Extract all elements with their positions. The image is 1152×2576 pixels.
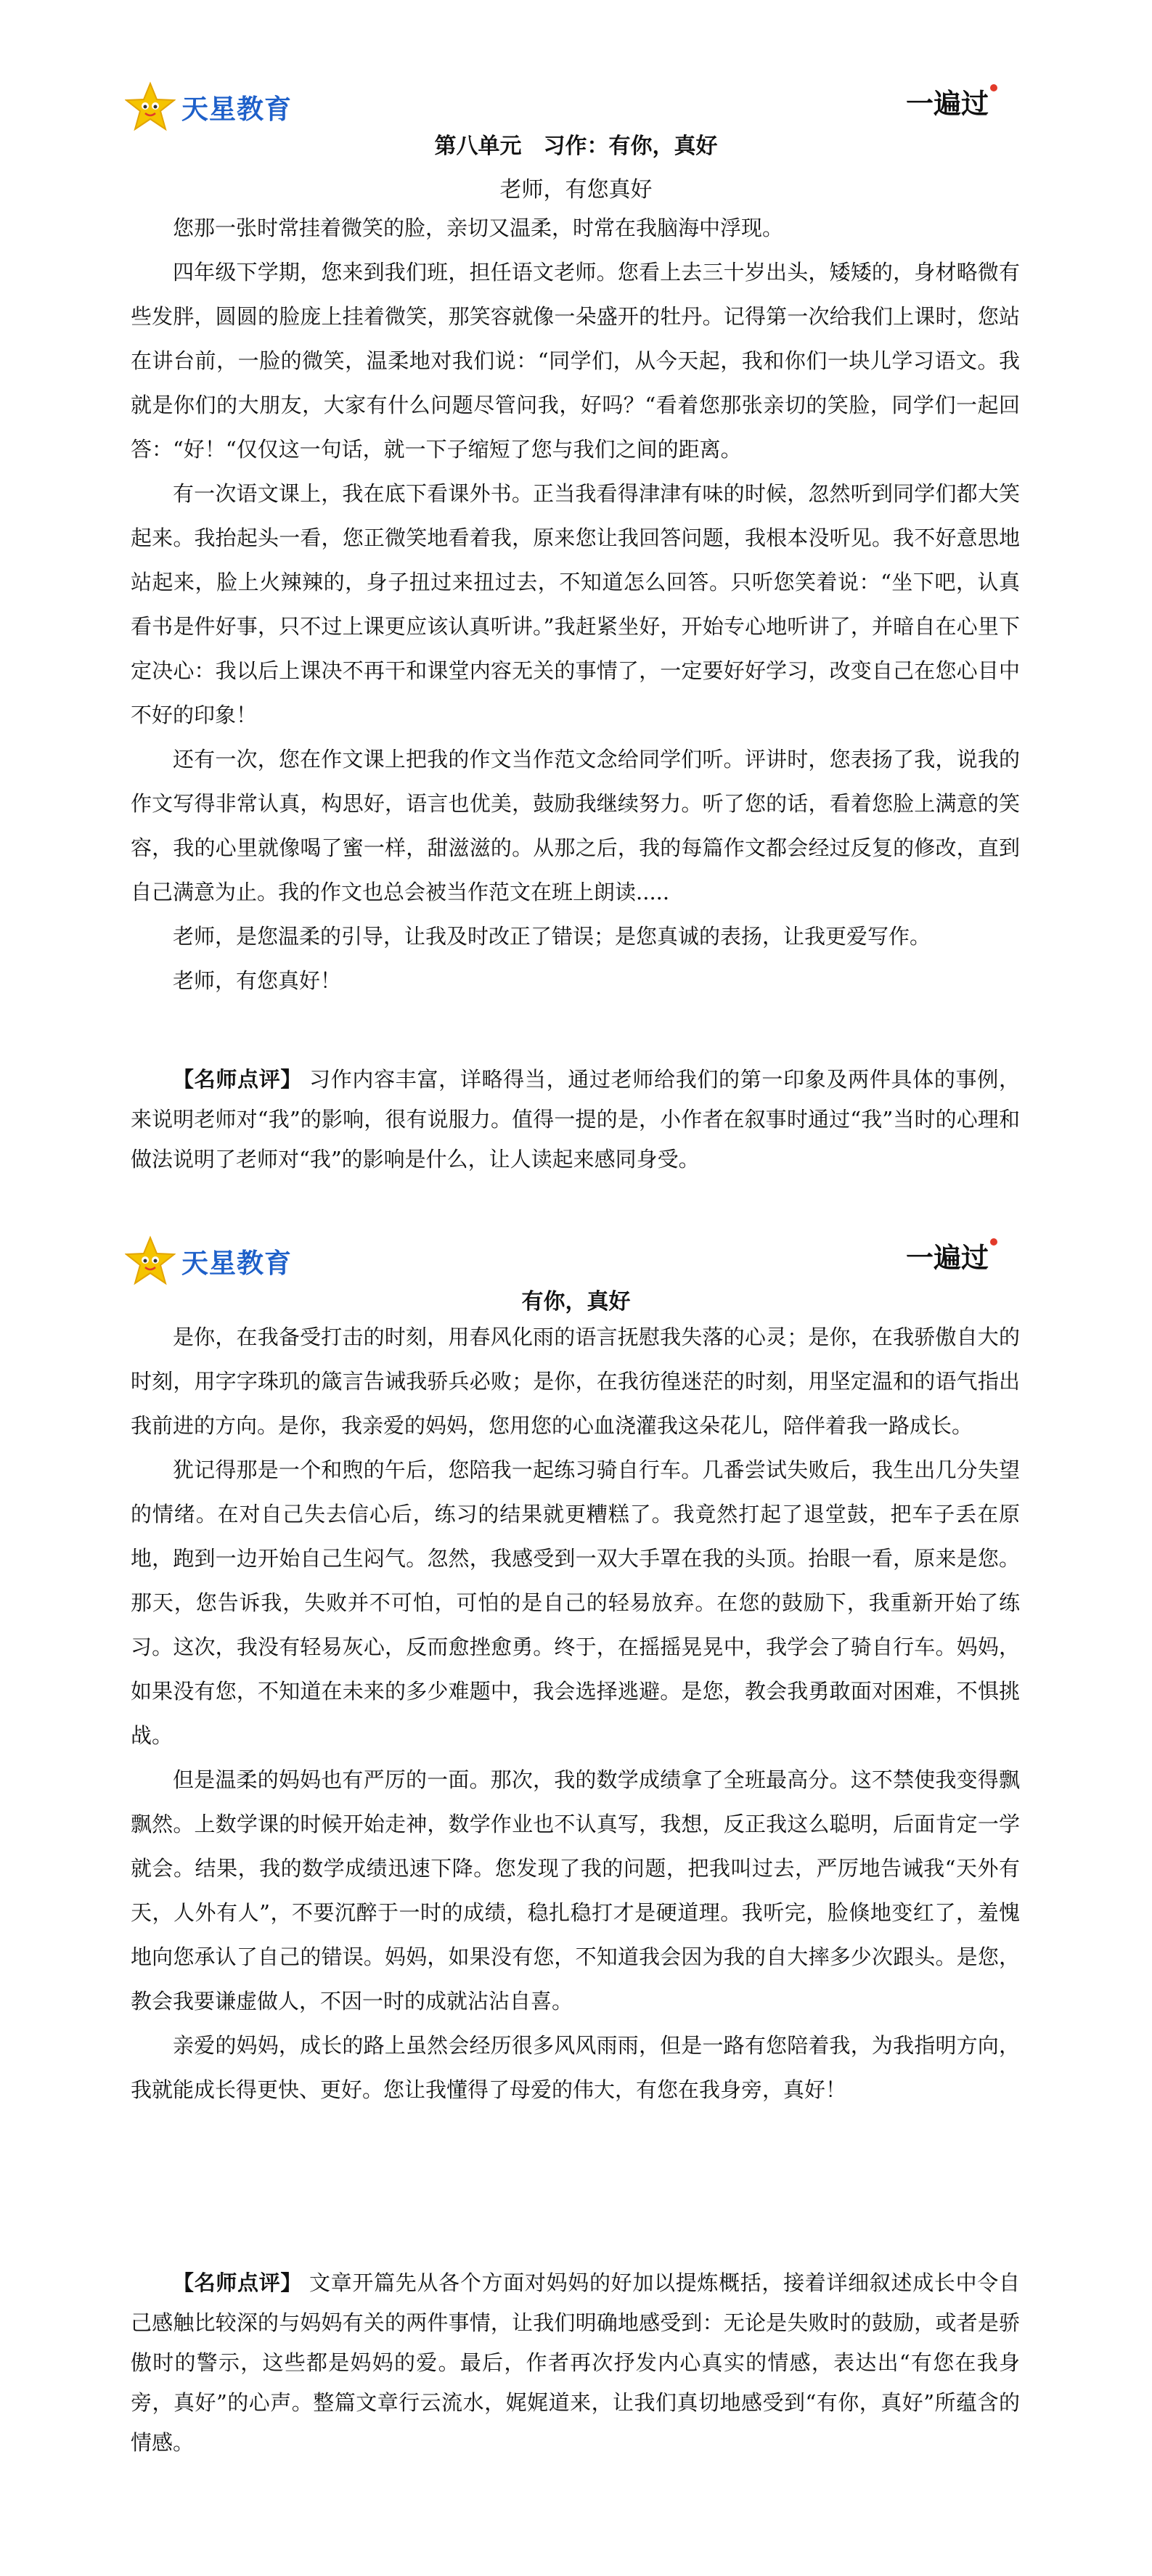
- star-mascot-icon: [125, 1235, 176, 1286]
- essay-paragraph: 老师，有您真好！: [173, 968, 342, 993]
- comment-text: 文章开篇先从各个方面对妈妈的好加以提炼概括，接着详细叙述成长中令自己感触比较深的与妈妈有关的两件事情，让我们明确地感受到：无论是失败时的鼓励，或者是骄傲时的警示，这些都是妈妈的爱。最后，作者再次抒发内心真实的情感，表达出“有您在我身旁，真好”的心声。整篇文章行云流水，娓娓道来，让我们真切地感受到“有你，真好”所蕴含的情感。: [131, 2270, 1020, 2455]
- teacher-comment: [131, 1060, 1020, 1179]
- essay-paragraph: 您那一张时常挂着微笑的脸，亲切又温柔，时常在我脑海中浮现。: [173, 216, 784, 240]
- brand-logo: [125, 1235, 292, 1286]
- brand-right-text: 一遍过: [905, 1242, 989, 1274]
- essay-paragraph: 四年级下学期，您来到我们班，担任语文老师。您看上去三十岁出头，矮矮的，身材略微有些发胖，圆圆的脸庞上挂着微笑，那笑容就像一朵盛开的牡丹。记得第一次给我们上课时，您站在讲台前，一脸的微笑，温柔地对我们说：“同学们，从今天起，我和你们一块儿学习语文。我就是你们的大朋友，大家有什么问题尽管问我，好吗？“看着您那张亲切的笑脸，同学们一起回答：“好！“仅仅这一句话，就一下子缩短了您与我们之间的距离。: [131, 260, 1020, 462]
- brand-name: 天星教育: [181, 1248, 292, 1279]
- brand-right-logo: [906, 81, 989, 121]
- essay-body: [131, 1315, 1020, 2112]
- red-dot-icon: [990, 1238, 997, 1246]
- essay-title: 老师，有您真好: [499, 177, 653, 203]
- essay-paragraph: 亲爱的妈妈，成长的路上虽然会经历很多风风雨雨，但是一路有您陪着我，为我指明方向，我就能成长得更快、更好。您让我懂得了母爱的伟大，有您在我身旁，真好！: [131, 2033, 1020, 2102]
- unit-title: 第八单元 习作：有你，真好: [434, 134, 718, 159]
- essay-paragraph: 犹记得那是一个和煦的午后，您陪我一起练习骑自行车。几番尝试失败后，我生出几分失望的情绪。在对自己失去信心后，练习的结果就更糟糕了。我竟然打起了退堂鼓，把车子丢在原地，跑到一边开始自己生闷气。忽然，我感受到一双大手罩在我的头顶。抬眼一看，原来是您。那天，您告诉我，失败并不可怕，可怕的是自己的轻易放弃。在您的鼓励下，我重新开始了练习。这次，我没有轻易灰心，反而愈挫愈勇。终于，在摇摇晃晃中，我学会了骑自行车。妈妈，如果没有您，不知道在未来的多少难题中，我会选择逃避。是您，教会我勇敢面对困难，不惧挑战。: [131, 1457, 1020, 1748]
- essay-paragraph: 有一次语文课上，我在底下看课外书。正当我看得津津有味的时候，忽然听到同学们都大笑起来。我抬起头一看，您正微笑地看着我，原来您让我回答问题，我根本没听见。我不好意思地站起来，脸上火辣辣的，身子扭过来扭过去，不知道怎么回答。只听您笑着说：“坐下吧，认真看书是件好事，只不过上课更应该认真听讲。”我赶紧坐好，开始专心地听讲了，并暗自在心里下定决心：我以后上课决不再干和课堂内容无关的事情了，一定要好好学习，改变自己在您心目中不好的印象！: [131, 481, 1020, 727]
- page-one: [0, 0, 1152, 1227]
- brand-logo: [125, 81, 292, 132]
- brand-right-text: 一遍过: [905, 88, 989, 120]
- essay-paragraph: 是你，在我备受打击的时刻，用春风化雨的语言抚慰我失落的心灵；是你，在我骄傲自大的时刻，用字字珠玑的箴言告诫我骄兵必败；是你，在我彷徨迷茫的时刻，用坚定温和的语气指出我前进的方向。是你，我亲爱的妈妈，您用您的心血浇灌我这朵花儿，陪伴着我一路成长。: [131, 1325, 1020, 1438]
- comment-label: 【名师点评】: [173, 1067, 303, 1092]
- star-mascot-icon: [125, 81, 176, 132]
- essay-body: [131, 206, 1020, 1003]
- comment-label: 【名师点评】: [173, 2270, 303, 2295]
- comment-text: 习作内容丰富，详略得当，通过老师给我们的第一印象及两件具体的事例，来说明老师对“我”的影响，很有说服力。值得一提的是，小作者在叙事时通过“我”当时的心理和做法说明了老师对“我”的影响是什么，让人读起来感同身受。: [131, 1067, 1020, 1172]
- essay-paragraph: 还有一次，您在作文课上把我的作文当作范文念给同学们听。评讲时，您表扬了我，说我的作文写得非常认真，构思好，语言也优美，鼓励我继续努力。听了您的话，看着您脸上满意的笑容，我的心里就像喝了蜜一样，甜滋滋的。从那之后，我的每篇作文都会经过反复的修改，直到自己满意为止。我的作文也总会被当作范文在班上朗读.....: [131, 747, 1020, 904]
- essay-paragraph: 但是温柔的妈妈也有严厉的一面。那次，我的数学成绩拿了全班最高分。这不禁使我变得飘飘然。上数学课的时候开始走神，数学作业也不认真写，我想，反正我这么聪明，后面肯定一学就会。结果，我的数学成绩迅速下降。您发现了我的问题，把我叫过去，严厉地告诫我“天外有天，人外有人”，不要沉醉于一时的成绩，稳扎稳打才是硬道理。我听完，脸倏地变红了，羞愧地向您承认了自己的错误。妈妈，如果没有您，不知道我会因为我的自大摔多少次跟头。是您，教会我要谦虚做人，不因一时的成就沾沾自喜。: [131, 1767, 1020, 2013]
- essay-title: 有你，真好: [521, 1289, 631, 1314]
- page-two: [0, 1227, 1152, 2576]
- brand-right-logo: [906, 1235, 989, 1275]
- teacher-comment: [131, 2263, 1020, 2463]
- essay-paragraph: 老师，是您温柔的引导，让我及时改正了错误；是您真诚的表扬，让我更爱写作。: [173, 924, 931, 949]
- red-dot-icon: [990, 84, 997, 91]
- brand-name: 天星教育: [181, 94, 292, 125]
